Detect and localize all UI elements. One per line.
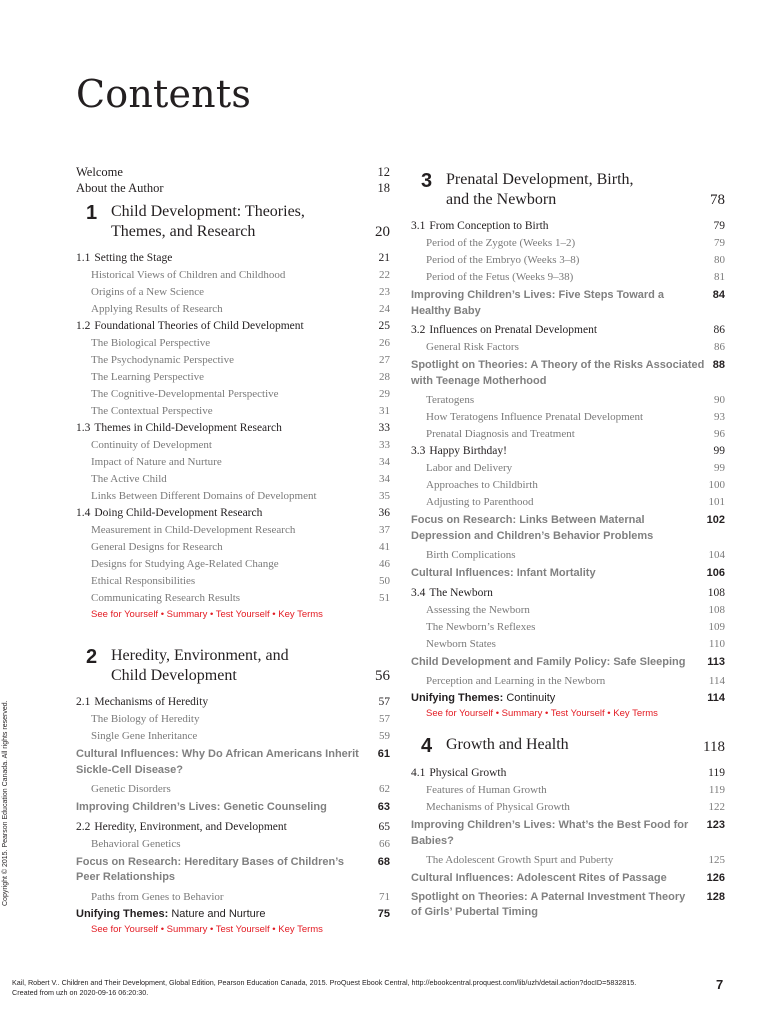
- chapter-number: 2: [86, 646, 98, 668]
- toc-entry-page: 119: [708, 784, 725, 796]
- toc-entry-label: The Active Child: [91, 473, 167, 485]
- toc-section-number: 2.1: [76, 696, 91, 708]
- toc-chapter-extras[interactable]: See for Yourself • Summary • Test Yourself • Key Terms: [426, 708, 658, 719]
- toc-section-label: [411, 322, 597, 339]
- chapter-4-block: [411, 735, 725, 921]
- toc-entry-page: 100: [708, 479, 725, 491]
- toc-feature-label: Improving Children’s Lives: What’s the Best Food for Babies?: [411, 819, 689, 847]
- toc-entry-label: Newborn States: [426, 637, 496, 650]
- chapter-title-line: Child Development: [111, 667, 237, 684]
- toc-feature-label: Improving Children’s Lives: Genetic Counseling: [76, 801, 327, 813]
- toc-feature-box[interactable]: [411, 655, 725, 671]
- toc-entry-page: 102: [706, 514, 725, 526]
- toc-section[interactable]: [411, 218, 725, 235]
- toc-subsection[interactable]: [411, 426, 725, 443]
- toc-entry-label: Genetic Disorders: [91, 783, 171, 795]
- chapter-heading[interactable]: [411, 735, 725, 757]
- toc-subsection[interactable]: [411, 852, 725, 869]
- toc-entry-page: 81: [714, 271, 725, 283]
- toc-subsection[interactable]: [76, 335, 390, 352]
- toc-subsection[interactable]: [76, 369, 390, 386]
- toc-feature-box[interactable]: [411, 818, 725, 849]
- toc-section-label: [76, 420, 282, 437]
- toc-entry-page: 29: [379, 388, 390, 400]
- chapter-number: 1: [86, 202, 98, 224]
- toc-section-number: 2.2: [76, 820, 91, 833]
- toc-section-title: Influences on Prenatal Development: [429, 324, 598, 336]
- toc-feature-box[interactable]: [411, 871, 725, 887]
- toc-subsection[interactable]: [411, 636, 725, 653]
- toc-section[interactable]: [76, 250, 390, 267]
- toc-subsection[interactable]: [411, 494, 725, 511]
- toc-subsection[interactable]: [76, 403, 390, 420]
- toc-entry-label: Period of the Embryo (Weeks 3–8): [426, 254, 580, 266]
- toc-entry-label: The Psychodynamic Perspective: [91, 354, 234, 366]
- page-title: Contents: [76, 72, 252, 116]
- toc-entry-label: The Biology of Heredity: [91, 713, 200, 725]
- chapter-title-line: Prenatal Development, Birth,: [446, 171, 634, 188]
- toc-section-label: [411, 443, 507, 460]
- toc-chapter-extras[interactable]: See for Yourself • Summary • Test Yourself • Key Terms: [91, 609, 323, 620]
- toc-entry-label: The Biological Perspective: [91, 337, 211, 349]
- toc-entry-page: 62: [379, 783, 390, 795]
- toc-section-title: Doing Child-Development Research: [94, 507, 263, 519]
- toc-entry-label: Adjusting to Parenthood: [426, 496, 534, 508]
- toc-subsection[interactable]: [76, 836, 390, 853]
- toc-feature-box[interactable]: [411, 890, 725, 921]
- toc-section-number: 1.3: [76, 422, 91, 434]
- chapter-page: 78: [710, 192, 725, 208]
- toc-entry-page: 71: [379, 890, 390, 903]
- toc-subsection[interactable]: [76, 573, 390, 590]
- chapter-heading-left: [76, 202, 305, 242]
- toc-section[interactable]: [411, 322, 725, 339]
- toc-unify-heading: Unifying Themes:: [76, 907, 169, 920]
- toc-subsection[interactable]: [76, 590, 390, 607]
- toc-entry-page: 84: [712, 289, 725, 301]
- toc-entry-label: About the Author: [76, 181, 164, 195]
- toc-entry-page: 93: [714, 411, 725, 423]
- toc-entry-label: The Cognitive-Developmental Perspective: [91, 388, 279, 400]
- toc-section[interactable]: [411, 765, 725, 782]
- toc-unify-topic: Continuity: [506, 692, 556, 704]
- toc-subsection[interactable]: [76, 471, 390, 488]
- toc-entry-page: 101: [708, 496, 725, 508]
- toc-section[interactable]: [76, 318, 390, 335]
- toc-subsection[interactable]: [76, 454, 390, 471]
- toc-unify-label: [411, 690, 555, 706]
- toc-section-label: [76, 250, 172, 267]
- toc-entry-page: 75: [377, 907, 390, 920]
- toc-entry-page: 99: [714, 462, 725, 474]
- toc-right-column: [411, 164, 725, 924]
- toc-entry-page: 33: [378, 422, 390, 434]
- front-matter-welcome[interactable]: [76, 164, 390, 180]
- toc-feature-box[interactable]: [76, 855, 390, 886]
- toc-entry-label: The Learning Perspective: [91, 371, 205, 383]
- toc-subsection[interactable]: [76, 711, 390, 728]
- toc-entry-label: The Contextual Perspective: [91, 405, 213, 417]
- toc-feature-label: Cultural Influences: Infant Mortality: [411, 567, 596, 579]
- toc-entry-label: Origins of a New Science: [91, 286, 205, 298]
- toc-section-title: Physical Growth: [429, 767, 507, 779]
- chapter-title-line: Heredity, Environment, and: [111, 647, 289, 664]
- toc-entry-label: Birth Complications: [426, 549, 516, 561]
- toc-subsection[interactable]: [411, 619, 725, 636]
- toc-chapter-extras[interactable]: See for Yourself • Summary • Test Yourself • Key Terms: [91, 923, 323, 935]
- toc-section[interactable]: [411, 585, 725, 602]
- toc-entry-page: 128: [706, 890, 725, 903]
- toc-entry-page: 66: [379, 837, 390, 850]
- toc-entry-page: 113: [707, 655, 725, 668]
- toc-feature-box[interactable]: [411, 288, 725, 319]
- toc-unifying-themes[interactable]: [76, 906, 390, 922]
- toc-section-number: 3.4: [411, 586, 426, 599]
- toc-section-label: [411, 585, 493, 602]
- toc-entry-page: 90: [714, 394, 725, 406]
- toc-feature-label: Spotlight on Theories: A Paternal Investment Theory of Girls’ Pubertal Timing: [411, 890, 686, 918]
- toc-entry-page: 34: [379, 456, 390, 468]
- toc-section-label: [76, 318, 304, 335]
- toc-section[interactable]: [76, 694, 390, 711]
- chapter-3-block: [411, 170, 725, 721]
- toc-entry-page: 122: [708, 801, 725, 813]
- toc-subsection[interactable]: [411, 235, 725, 252]
- toc-subsection[interactable]: [76, 522, 390, 539]
- toc-section-title: Foundational Theories of Child Development: [94, 320, 304, 332]
- toc-entry-page: 35: [379, 490, 390, 502]
- front-matter-about-author[interactable]: [76, 180, 390, 196]
- toc-entry-page: 119: [708, 767, 725, 779]
- chapter-title: [446, 735, 569, 755]
- toc-entry-label: Prenatal Diagnosis and Treatment: [426, 428, 575, 440]
- toc-section-number: 4.1: [411, 767, 426, 779]
- toc-entry-page: 114: [708, 675, 725, 687]
- toc-subsection[interactable]: [411, 477, 725, 494]
- toc-entry-label: Paths from Genes to Behavior: [91, 890, 224, 903]
- toc-entry-label: Continuity of Development: [91, 439, 212, 451]
- toc-entry-page: 12: [377, 165, 390, 179]
- toc-feature-label: Cultural Influences: Adolescent Rites of Passage: [411, 872, 667, 884]
- chapter-title: [111, 646, 289, 686]
- toc-entry-page: 33: [379, 439, 390, 451]
- toc-subsection[interactable]: [411, 673, 725, 690]
- toc-entry-label: Historical Views of Children and Childhood: [91, 269, 286, 281]
- toc-feature-label: Child Development and Family Policy: Safe Sleeping: [411, 655, 686, 668]
- page-number: 7: [716, 977, 724, 992]
- toc-entry-page: 88: [712, 359, 725, 371]
- toc-entry-page: 18: [377, 181, 390, 195]
- toc-entry-page: 125: [708, 854, 725, 866]
- toc-entry-page: 110: [708, 637, 725, 650]
- toc-entry-label: Welcome: [76, 165, 123, 179]
- toc-entry-page: 59: [379, 730, 390, 742]
- chapter-title-line: Themes, and Research: [111, 223, 256, 240]
- chapter-heading[interactable]: [76, 646, 390, 686]
- toc-entry-page: 50: [379, 575, 390, 587]
- toc-entry-label: Period of the Zygote (Weeks 1–2): [426, 237, 576, 249]
- toc-subsection[interactable]: [411, 252, 725, 269]
- toc-section-title: Setting the Stage: [94, 252, 173, 264]
- chapter-heading[interactable]: [411, 170, 725, 210]
- chapter-heading-left: [411, 170, 634, 210]
- toc-section-label: [76, 694, 208, 711]
- toc-subsection[interactable]: [411, 547, 725, 564]
- chapter-heading-left: [76, 646, 289, 686]
- toc-entry-page: 65: [378, 820, 390, 833]
- toc-entry-label: Teratogens: [426, 394, 475, 406]
- toc-subsection[interactable]: [76, 728, 390, 745]
- toc-entry-label: General Risk Factors: [426, 341, 519, 353]
- toc-subsection[interactable]: [76, 437, 390, 454]
- toc-entry-label: The Adolescent Growth Spurt and Puberty: [426, 854, 614, 866]
- toc-entry-page: 79: [713, 220, 725, 232]
- chapter-heading-left: [411, 735, 569, 757]
- toc-entry-page: 86: [713, 324, 725, 336]
- chapter-page: 20: [375, 224, 390, 240]
- toc-entry-label: Designs for Studying Age-Related Change: [91, 558, 279, 570]
- toc-feature-box[interactable]: [76, 747, 390, 778]
- toc-entry-page: 108: [708, 603, 725, 616]
- toc-section-title: Themes in Child-Development Research: [94, 422, 282, 434]
- toc-subsection[interactable]: [411, 460, 725, 477]
- chapter-number: 3: [421, 170, 433, 192]
- toc-entry-page: 96: [714, 428, 725, 440]
- toc-entry-page: 31: [379, 405, 390, 417]
- toc-entry-page: 28: [379, 371, 390, 383]
- toc-section-label: [411, 765, 506, 782]
- toc-entry-label: Features of Human Growth: [426, 784, 547, 796]
- toc-entry-page: 51: [379, 592, 390, 604]
- toc-entry-page: 79: [714, 237, 725, 249]
- toc-feature-box[interactable]: [76, 800, 390, 816]
- toc-entry-page: 68: [377, 855, 390, 868]
- toc-subsection[interactable]: [411, 392, 725, 409]
- chapter-number: 4: [421, 735, 433, 757]
- toc-entry-page: 21: [378, 252, 390, 264]
- toc-entry-page: 63: [377, 801, 390, 813]
- toc-feature-box[interactable]: [411, 513, 725, 544]
- toc-subsection[interactable]: [76, 781, 390, 798]
- toc-feature-box[interactable]: [411, 566, 725, 582]
- toc-entry-page: 109: [708, 620, 725, 633]
- side-copyright: Copyright © 2015. Pearson Education Canada. All rights reserved.: [2, 700, 9, 906]
- toc-entry-page: 114: [707, 692, 725, 704]
- toc-unify-topic: Nature and Nurture: [171, 907, 266, 920]
- toc-entry-label: Approaches to Childbirth: [426, 479, 538, 491]
- toc-subsection[interactable]: [76, 301, 390, 318]
- chapter-page: 118: [703, 739, 725, 755]
- toc-entry-page: 57: [378, 696, 390, 708]
- toc-section-title: Heredity, Environment, and Development: [94, 820, 287, 833]
- toc-section-title: From Conception to Birth: [429, 220, 549, 232]
- chapter-2-block: [76, 646, 390, 937]
- toc-section-label: [76, 819, 287, 836]
- toc-subsection[interactable]: [76, 386, 390, 403]
- toc-entry-label: Impact of Nature and Nurture: [91, 456, 222, 468]
- toc-subsection[interactable]: [76, 284, 390, 301]
- toc-entry-label: Perception and Learning in the Newborn: [426, 675, 606, 687]
- toc-entry-page: 24: [379, 303, 390, 315]
- chapter-title: [446, 170, 634, 210]
- toc-entry-page: 61: [377, 748, 390, 760]
- toc-entry-label: Applying Results of Research: [91, 303, 223, 315]
- chapter-1-block: [76, 202, 390, 622]
- toc-subsection[interactable]: [76, 889, 390, 906]
- toc-section-number: 1.2: [76, 320, 91, 332]
- toc-section-title: The Newborn: [429, 586, 493, 599]
- toc-feature-label: Cultural Influences: Why Do African Americans Inherit Sickle-Cell Disease?: [76, 748, 359, 776]
- toc-subsection[interactable]: [411, 269, 725, 286]
- toc-entry-page: 25: [378, 320, 390, 332]
- toc-feature-label: Focus on Research: Links Between Maternal Depression and Children’s Behavior Problems: [411, 514, 654, 542]
- toc-entry-page: 22: [379, 269, 390, 281]
- toc-entry-page: 57: [379, 713, 390, 725]
- toc-feature-label: Focus on Research: Hereditary Bases of Children’s Peer Relationships: [76, 855, 344, 883]
- toc-entry-label: Period of the Fetus (Weeks 9–38): [426, 271, 574, 283]
- toc-entry-page: 106: [706, 567, 725, 579]
- chapter-heading[interactable]: [76, 202, 390, 242]
- toc-entry-page: 126: [706, 872, 725, 884]
- toc-entry-page: 46: [379, 558, 390, 570]
- toc-entry-label: Mechanisms of Physical Growth: [426, 801, 570, 813]
- toc-subsection[interactable]: [411, 602, 725, 619]
- toc-section-number: 3.3: [411, 445, 426, 457]
- toc-section-number: 3.2: [411, 324, 426, 336]
- toc-subsection[interactable]: [76, 556, 390, 573]
- chapter-title-line: Growth and Health: [446, 736, 569, 753]
- toc-section-number: 1.4: [76, 507, 91, 519]
- toc-subsection[interactable]: [411, 799, 725, 816]
- toc-entry-label: General Designs for Research: [91, 541, 223, 553]
- chapter-title: [111, 202, 305, 242]
- toc-section-number: 3.1: [411, 220, 426, 232]
- toc-entry-label: Labor and Delivery: [426, 462, 513, 474]
- footer-citation-line-2: Created from uzh on 2020-09-16 06:20:30.: [12, 988, 149, 997]
- toc-entry-page: 99: [713, 445, 725, 457]
- toc-section[interactable]: [76, 505, 390, 522]
- toc-entry-page: 104: [708, 549, 725, 561]
- chapter-page: 56: [375, 668, 390, 684]
- toc-section-title: Mechanisms of Heredity: [94, 696, 209, 708]
- toc-subsection[interactable]: [411, 782, 725, 799]
- toc-unify-heading: Unifying Themes:: [411, 692, 504, 704]
- toc-section[interactable]: [76, 420, 390, 437]
- toc-section[interactable]: [76, 819, 390, 836]
- toc-entry-page: 37: [379, 524, 390, 536]
- toc-entry-label: Single Gene Inheritance: [91, 730, 198, 742]
- toc-entry-label: Behavioral Genetics: [91, 837, 181, 850]
- toc-subsection[interactable]: [76, 488, 390, 505]
- toc-subsection[interactable]: [76, 267, 390, 284]
- toc-section-title: Happy Birthday!: [429, 445, 507, 457]
- toc-subsection[interactable]: [411, 339, 725, 356]
- toc-section-label: [76, 505, 262, 522]
- toc-entry-label: Communicating Research Results: [91, 592, 241, 604]
- toc-entry-page: 41: [379, 541, 390, 553]
- toc-entry-page: 123: [706, 819, 725, 831]
- toc-entry-label: Measurement in Child-Development Research: [91, 524, 296, 536]
- toc-entry-label: How Teratogens Influence Prenatal Development: [426, 411, 644, 423]
- toc-entry-label: Assessing the Newborn: [426, 603, 530, 616]
- toc-entry-page: 36: [378, 507, 390, 519]
- toc-entry-page: 80: [714, 254, 725, 266]
- toc-entry-label: The Newborn’s Reflexes: [426, 620, 536, 633]
- chapter-title-line: Child Development: Theories,: [111, 203, 305, 220]
- toc-feature-box[interactable]: [411, 358, 725, 389]
- toc-subsection[interactable]: [411, 409, 725, 426]
- toc-entry-label: Ethical Responsibilities: [91, 575, 196, 587]
- toc-entry-page: 34: [379, 473, 390, 485]
- toc-entry-page: 26: [379, 337, 390, 349]
- toc-feature-label: Spotlight on Theories: A Theory of the Risks Associated with Teenage Motherhood: [411, 359, 705, 387]
- toc-unifying-themes[interactable]: [411, 690, 725, 706]
- toc-entry-page: 86: [714, 341, 725, 353]
- toc-unify-label: [76, 906, 266, 922]
- toc-section[interactable]: [411, 443, 725, 460]
- toc-entry-page: 108: [707, 586, 725, 599]
- toc-entry-page: 27: [379, 354, 390, 366]
- footer-citation: [12, 978, 692, 998]
- toc-entry-label: Links Between Different Domains of Development: [91, 490, 317, 502]
- toc-subsection[interactable]: [76, 352, 390, 369]
- toc-feature-label: Improving Children’s Lives: Five Steps Toward a Healthy Baby: [411, 289, 665, 317]
- toc-entry-page: 23: [379, 286, 390, 298]
- toc-left-column: [76, 164, 390, 937]
- footer-citation-line-1: Kail, Robert V.. Children and Their Development, Global Edition, Pearson Education Canada, 2015. ProQuest Ebook Central, http://ebookcentral.proquest.com/lib/uzh/detail.action?docID=5832815.: [12, 978, 637, 987]
- toc-section-number: 1.1: [76, 252, 91, 264]
- toc-subsection[interactable]: [76, 539, 390, 556]
- chapter-title-line: and the Newborn: [446, 191, 557, 208]
- toc-section-label: [411, 218, 549, 235]
